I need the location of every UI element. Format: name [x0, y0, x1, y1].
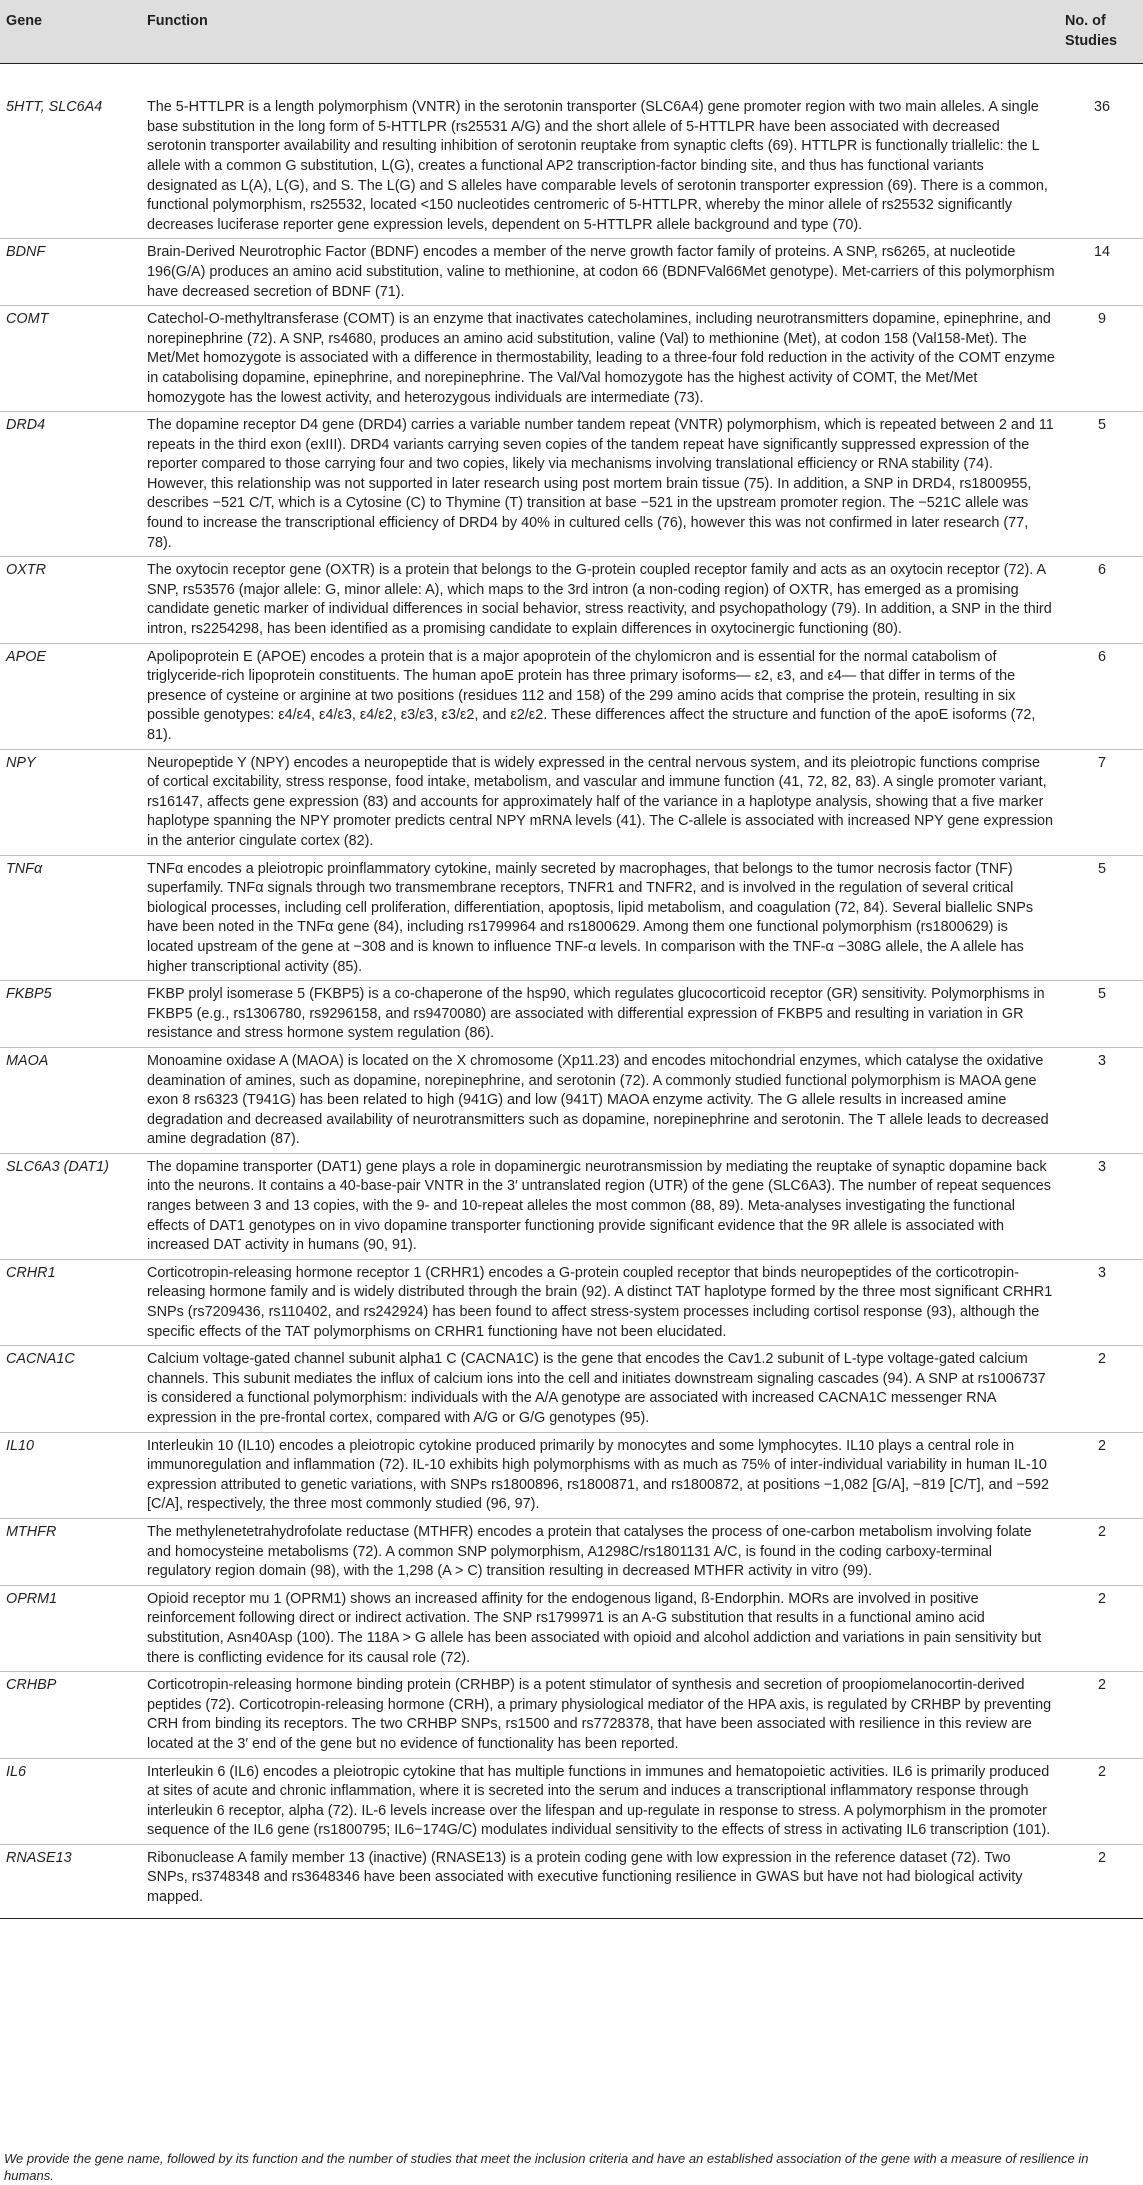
studies-cell: 5 — [1061, 981, 1143, 1048]
function-cell: The oxytocin receptor gene (OXTR) is a protein that belongs to the G-protein coupled receptor family and acts as an oxytocin receptor (72). A SNP, rs53576 (major allele: G, minor allele: A), which maps to the 3rd intron (a non-coding region) of OXTR, has emerged as a promising candidate genetic marker of individual differences in social behavior, stress reactivity, and psychopathology (79). In addition, a SNP in the third intron, rs2254298, has been identified as a promising candidate to explain differences in oxytocinergic functioning (80). — [141, 557, 1061, 643]
function-cell: Interleukin 10 (IL10) encodes a pleiotropic cytokine produced primarily by monocytes and some lymphocytes. IL10 plays a central role in immunoregulation and inflammation (72). IL-10 exhibits high polymorphisms with as much as 75% of inter-individual variability in human IL-10 expression attributed to genetic variations, with SNPs rs1800896, rs1800871, and rs1800872, at positions −1,082 [G/A], −819 [C/T], and −592 [C/A], respectively, the three most commonly studied (96, 97). — [141, 1432, 1061, 1518]
function-cell: Corticotropin-releasing hormone receptor 1 (CRHR1) encodes a G-protein coupled receptor that binds neuropeptides of the corticotropin-releasing hormone family and is widely distributed through the brain (92). A distinct TAT haplotype formed by the three most significant CRHR1 SNPs (rs7209436, rs110402, and rs242924) has been found to affect stress-system processes including cortisol response (93), although the specific effects of the TAT polymorphisms on CRHR1 functioning have not been elucidated. — [141, 1259, 1061, 1345]
header-studies: No. of Studies — [1061, 0, 1143, 64]
studies-cell: 5 — [1061, 855, 1143, 981]
gene-cell: IL6 — [0, 1758, 141, 1844]
function-cell: FKBP prolyl isomerase 5 (FKBP5) is a co-chaperone of the hsp90, which regulates glucocorticoid receptor (GR) sensitivity. Polymorphisms in FKBP5 (e.g., rs1306780, rs9296158, and rs9470080) are associated with differential expression of FKBP5 and resulting in variation in GR resistance and stress hormone system regulation (86). — [141, 981, 1061, 1048]
gene-cell: RNASE13 — [0, 1844, 141, 1918]
gene-cell: FKBP5 — [0, 981, 141, 1048]
table-row — [0, 1047, 1143, 1153]
gene-cell: 5HTT, SLC6A4 — [0, 64, 141, 239]
header-gene: Gene — [0, 0, 141, 64]
studies-cell: 3 — [1061, 1047, 1143, 1153]
table-row — [0, 1672, 1143, 1758]
function-cell: Apolipoprotein E (APOE) encodes a protein that is a major apoprotein of the chylomicron and is essential for the normal catabolism of triglyceride-rich lipoprotein constituents. The human apoE protein has three primary isoforms— ε2, ε3, and ε4— that differ in terms of the presence of cysteine or arginine at two positions (residues 112 and 158) of the 299 amino acids that comprise the protein, resulting in six possible genotypes: ε4/ε4, ε4/ε3, ε4/ε2, ε3/ε3, ε3/ε2, and ε2/ε2. These differences affect the structure and function of the apoE isoforms (72, 81). — [141, 643, 1061, 749]
studies-cell: 2 — [1061, 1672, 1143, 1758]
table-row — [0, 1259, 1143, 1345]
studies-cell: 6 — [1061, 557, 1143, 643]
table-row — [0, 1153, 1143, 1259]
table-header-row — [0, 0, 1143, 64]
function-cell: The 5-HTTLPR is a length polymorphism (VNTR) in the serotonin transporter (SLC6A4) gene promoter region with two main alleles. A single base substitution in the long form of 5-HTTLPR (rs25531 A/G) and the short allele of 5-HTTLPR have been associated with decreased serotonin transporter availability and resulting inhibition of serotonin reuptake from synaptic clefts (69). HTTLPR is functionally triallelic: the L allele with a common G substitution, L(G), creates a functional AP2 transcription-factor binding site, and thus has functional variants designated as L(A), L(G), and S. The L(G) and S alleles have comparable levels of serotonin transporter expression (69). There is a common, functional polymorphism, rs25532, located <150 nucleotides centromeric of 5-HTTLPR, whereby the minor allele of rs25532 significantly decreases luciferase reporter gene expression levels, dependent on 5-HTTLPR allele background and type (70). — [141, 64, 1061, 239]
table-row — [0, 1346, 1143, 1432]
gene-cell: MAOA — [0, 1047, 141, 1153]
gene-cell: OPRM1 — [0, 1585, 141, 1671]
function-cell: Corticotropin-releasing hormone binding protein (CRHBP) is a potent stimulator of synthesis and secretion of proopiomelanocortin-derived peptides (72). Corticotropin-releasing hormone (CRH), a primary physiological mediator of the HPA axis, is regulated by CRHBP by preventing CRH from binding its receptors. The two CRHBP SNPs, rs1500 and rs7728378, that have been associated with resilience in this review are located at the 3′ end of the gene but no evidence of functionality has been reported. — [141, 1672, 1061, 1758]
table-row — [0, 1518, 1143, 1585]
gene-cell: APOE — [0, 643, 141, 749]
gene-cell: NPY — [0, 749, 141, 855]
studies-cell: 9 — [1061, 306, 1143, 412]
table-body — [0, 64, 1143, 1918]
studies-cell: 7 — [1061, 749, 1143, 855]
table-row — [0, 749, 1143, 855]
table-row — [0, 1844, 1143, 1918]
function-cell: Interleukin 6 (IL6) encodes a pleiotropic cytokine that has multiple functions in immunes and hematopoietic activities. IL6 is primarily produced at sites of acute and chronic inflammation, where it is secreted into the serum and induces a transcriptional inflammatory response through interleukin 6 receptor, alpha (72). IL-6 levels increase over the lifespan and up-regulate in response to stress. A polymorphism in the promoter sequence of the IL6 gene (rs1800795; IL6−174G/C) modulates individual sensitivity to the effects of stress in activating IL6 transcription (101). — [141, 1758, 1061, 1844]
studies-cell: 2 — [1061, 1758, 1143, 1844]
gene-cell: TNFα — [0, 855, 141, 981]
studies-cell: 2 — [1061, 1585, 1143, 1671]
table-row — [0, 1585, 1143, 1671]
function-cell: Neuropeptide Y (NPY) encodes a neuropeptide that is widely expressed in the central nervous system, and its pleiotropic functions comprise of cortical excitability, stress response, food intake, metabolism, and vascular and immune function (41, 72, 82, 83). A single promoter variant, rs16147, affects gene expression (83) and accounts for approximately half of the variance in a haplotype analysis, showing that a five marker haplotype spanning the NPY promoter predicts central NPY mRNA levels (41). The C-allele is associated with increased NPY gene expression in the anterior cingulate cortex (82). — [141, 749, 1061, 855]
gene-cell: MTHFR — [0, 1518, 141, 1585]
gene-cell: CRHBP — [0, 1672, 141, 1758]
studies-cell: 2 — [1061, 1844, 1143, 1918]
gene-cell: DRD4 — [0, 412, 141, 557]
function-cell: The dopamine transporter (DAT1) gene plays a role in dopaminergic neurotransmission by mediating the reuptake of synaptic dopamine back into the neurons. It contains a 40-base-pair VNTR in the 3′ untranslated region (UTR) of the gene (SLC6A3). The number of repeat sequences ranges between 3 and 13 copies, with the 9- and 10-repeat alleles the most common (88, 89). Meta-analyses investigating the functional effects of DAT1 genotypes on in vivo dopamine transporter functioning provide significant evidence that the 9R allele is associated with increased DAT activity in humans (90, 91). — [141, 1153, 1061, 1259]
function-cell: TNFα encodes a pleiotropic proinflammatory cytokine, mainly secreted by macrophages, that belongs to the tumor necrosis factor (TNF) superfamily. TNFα signals through two transmembrane receptors, TNFR1 and TNFR2, and is involved in the regulation of several critical biological processes, including cell proliferation, differentiation, apoptosis, lipid metabolism, and coagulation (72, 84). Several biallelic SNPs have been noted in the TNFα gene (84), including rs1799964 and rs1800629. Among them one functional polymorphism (rs1800629) is located upstream of the gene at −308 and is known to influence TNF-α levels. In comparison with the TNF-α −308G allele, the A allele has higher transcriptional activity (85). — [141, 855, 1061, 981]
table-row — [0, 981, 1143, 1048]
table-footnote: We provide the gene name, followed by its function and the number of studies that meet the inclusion criteria and have an established association of the gene with a measure of resilience in humans. — [4, 2151, 1089, 2183]
studies-cell: 5 — [1061, 412, 1143, 557]
function-cell: Monoamine oxidase A (MAOA) is located on the X chromosome (Xp11.23) and encodes mitochondrial enzymes, which catalyse the oxidative deamination of amines, such as dopamine, norepinephrine, and serotonin (72). A commonly studied functional polymorphism is MAOA gene exon 8 rs6323 (T941G) has been related to high (941G) and low (941T) MAOA enzyme activity. The G allele results in increased amine degradation and decreased availability of neurotransmitters such as dopamine, norepinephrine and serotonin. The T allele leads to decreased amine degradation (87). — [141, 1047, 1061, 1153]
table-row — [0, 643, 1143, 749]
studies-cell: 2 — [1061, 1346, 1143, 1432]
table-row — [0, 855, 1143, 981]
gene-cell: OXTR — [0, 557, 141, 643]
studies-cell: 6 — [1061, 643, 1143, 749]
studies-cell: 3 — [1061, 1259, 1143, 1345]
function-cell: Calcium voltage-gated channel subunit alpha1 C (CACNA1C) is the gene that encodes the Cav1.2 subunit of L-type voltage-gated calcium channels. This subunit mediates the influx of calcium ions into the cell and initiates downstream signaling cascades (94). A SNP at rs1006737 is considered a functional polymorphism: individuals with the A/A genotype are associated with increased CACNA1C messenger RNA expression in the pre-frontal cortex, compared with A/G or G/G genotypes (95). — [141, 1346, 1061, 1432]
studies-cell: 36 — [1061, 64, 1143, 239]
function-cell: The dopamine receptor D4 gene (DRD4) carries a variable number tandem repeat (VNTR) polymorphism, which is repeated between 2 and 11 repeats in the third exon (exIII). DRD4 variants carrying seven copies of the tandem repeat have significantly suppressed expression of the reporter compared to those carrying four and two copies, likely via mechanisms involving translational efficiency or RNA stability (74). However, this relationship was not supported in later research using post mortem brain tissue (75). In addition, a SNP in DRD4, rs1800955, describes −521 C/T, which is a Cytosine (C) to Thymine (T) transition at base −521 in the upstream promoter region. The −521C allele was found to increase the transcriptional efficiency of DRD4 by 40% in cultured cells (76), however this was not confirmed in later research (77, 78). — [141, 412, 1061, 557]
table-row — [0, 64, 1143, 239]
table-row — [0, 1758, 1143, 1844]
studies-cell: 2 — [1061, 1432, 1143, 1518]
studies-cell: 14 — [1061, 239, 1143, 306]
gene-cell: BDNF — [0, 239, 141, 306]
studies-cell: 2 — [1061, 1518, 1143, 1585]
function-cell: Catechol-O-methyltransferase (COMT) is an enzyme that inactivates catecholamines, including neurotransmitters dopamine, epinephrine, and norepinephrine (72). A SNP, rs4680, produces an amino acid substitution, valine (Val) to methionine (Met), at codon 158 (Val158-Met). The Met/Met homozygote is associated with a difference in thermostability, leading to a three-four fold reduction in the activity of the COMT enzyme in catabolising dopamine, epinephrine, and norepinephrine. The Val/Val homozygote has the highest activity of COMT, the Met/Met homozygote has the lowest activity, and heterozygous individuals are intermediate (73). — [141, 306, 1061, 412]
table-row — [0, 239, 1143, 306]
gene-cell: CACNA1C — [0, 1346, 141, 1432]
function-cell: Brain-Derived Neurotrophic Factor (BDNF) encodes a member of the nerve growth factor family of proteins. A SNP, rs6265, at nucleotide 196(G/A) produces an amino acid substitution, valine to methionine, at codon 66 (BDNFVal66Met genotype). Met-carriers of this polymorphism have decreased secretion of BDNF (71). — [141, 239, 1061, 306]
gene-cell: SLC6A3 (DAT1) — [0, 1153, 141, 1259]
function-cell: Ribonuclease A family member 13 (inactive) (RNASE13) is a protein coding gene with low expression in the reference dataset (72). Two SNPs, rs3748348 and rs3648346 have been associated with executive functioning resilience in GWAS but have not had biological activity mapped. — [141, 1844, 1061, 1918]
header-function: Function — [141, 0, 1061, 64]
table-row — [0, 306, 1143, 412]
table-row — [0, 1432, 1143, 1518]
function-cell: Opioid receptor mu 1 (OPRM1) shows an increased affinity for the endogenous ligand, ß-Endorphin. MORs are involved in positive reinforcement following direct or indirect activation. The SNP rs1799971 is an A-G substitution that results in a functional amino acid substitution, Asn40Asp (100). The 118A > G allele has been associated with opioid and alcohol addiction and variations in pain sensitivity but there is conflicting evidence for its causal role (72). — [141, 1585, 1061, 1671]
gene-cell: CRHR1 — [0, 1259, 141, 1345]
studies-cell: 3 — [1061, 1153, 1143, 1259]
gene-cell: IL10 — [0, 1432, 141, 1518]
table-row — [0, 557, 1143, 643]
function-cell: The methylenetetrahydrofolate reductase (MTHFR) encodes a protein that catalyses the process of one-carbon metabolism involving folate and homocysteine metabolisms (72). A common SNP polymorphism, A1298C/rs1801131 A/C, is found in the coding carboxy-terminal regulatory region domain (98), with the 1,298 (A > C) transition resulting in decreased MTHFR activity in vitro (99). — [141, 1518, 1061, 1585]
table-row — [0, 412, 1143, 557]
gene-cell: COMT — [0, 306, 141, 412]
